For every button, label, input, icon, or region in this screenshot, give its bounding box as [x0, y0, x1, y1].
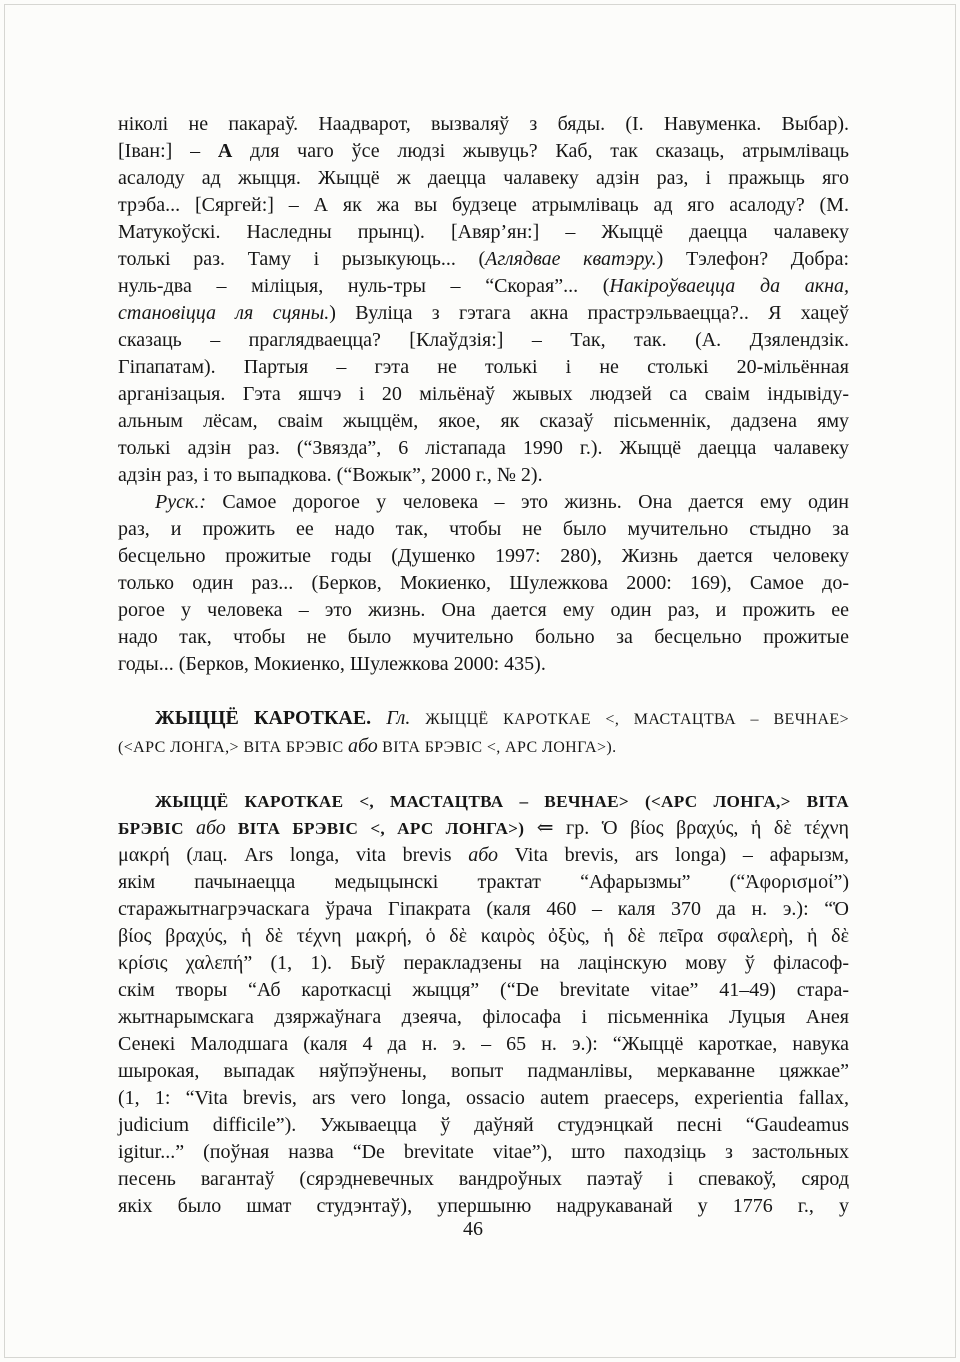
paragraph-main-entry-zhyccio-karotkae-line-16	[118, 1193, 849, 1220]
paragraph-main-entry-zhyccio-karotkae-line-4	[118, 869, 849, 896]
text-run: шырокая, выпадак няўпэўнены, вопыт падманлівы, меркаванне цяжкае”	[118, 1060, 849, 1082]
text-run: якім пачынаецца медыцынскі трактат “Афарызмы” (“Ἀφορισμοί”)	[118, 871, 849, 893]
text-run: або	[468, 844, 498, 866]
text-run: адзін раз, і то выпадкова. (“Вожык”, 2000 г., № 2).	[118, 464, 543, 486]
paragraph-zhyccio-daecca-continuation-line-1	[118, 111, 849, 138]
text-run: Гл.	[386, 707, 411, 729]
paragraph-main-entry-zhyccio-karotkae-line-10	[118, 1031, 849, 1058]
text-run: надо так, чтобы не было мучительно больно за бесцельно прожитые	[118, 626, 849, 648]
text-run: старажытнагрэчаскага ўрача Гіпакрата (каля 460 – каля 370 да н. э.): “Ὁ	[118, 898, 849, 920]
paragraph-main-entry-zhyccio-karotkae-line-14	[118, 1139, 849, 1166]
paragraph-zhyccio-daecca-continuation-line-12	[118, 408, 849, 435]
text-run: igitur...” (поўная назва “De brevitate vitae”), што паходзіць з застольных	[118, 1141, 849, 1163]
paragraph-russian-equivalents	[118, 489, 849, 678]
page-text	[118, 111, 849, 1220]
text-run: Гіпапатам). Партыя – гэта не толькі і не столькі 20-мільённая	[118, 356, 849, 378]
paragraph-main-entry-zhyccio-karotkae-line-15	[118, 1166, 849, 1193]
text-run: або	[347, 735, 378, 757]
text-run: κρίσις χαλεπή” (1, 1). Быў перакладзены на лацінскую мову ў філасоф-	[118, 952, 849, 974]
text-run: А	[217, 140, 233, 162]
text-run: βίος βραχύς, ἡ δὲ τέχνη μακρή, ὁ δὲ καιρὸς ὀξὺς, ἡ δὲ πεῖρα σφαλερὴ, ἡ δὲ	[118, 925, 849, 947]
paragraph-cross-reference-entry-line-1	[118, 705, 849, 733]
paragraph-russian-equivalents-line-2	[118, 516, 849, 543]
paragraph-main-entry-zhyccio-karotkae-line-2	[118, 815, 849, 842]
text-run: ВІТА БРЭВІС <, АРС ЛОНГА>)	[225, 819, 525, 838]
paragraph-cross-reference-entry	[118, 705, 849, 761]
paragraph-cross-reference-entry-line-2	[118, 733, 849, 761]
text-run: годы... (Берков, Мокиенко, Шулежкова 2000: 435).	[118, 653, 546, 675]
paragraph-zhyccio-daecca-continuation-line-6	[118, 246, 849, 273]
paragraph-zhyccio-daecca-continuation-line-2	[118, 138, 849, 165]
paragraph-zhyccio-daecca-continuation	[118, 111, 849, 489]
paragraph-zhyccio-daecca-continuation-line-14	[118, 462, 849, 489]
text-run: асалоду ад жыцця. Жыццё ж даецца чалавеку адзін раз, і пражыць яго	[118, 167, 849, 189]
paragraph-main-entry-zhyccio-karotkae-line-3	[118, 842, 849, 869]
text-run: жытнарымскага дзяржаўнага дзеяча, філосафа і пісьменніка Луцыя Анея	[118, 1006, 849, 1028]
paragraph-russian-equivalents-line-5	[118, 597, 849, 624]
text-run	[410, 707, 425, 729]
text-run: ⇐ гр. Ὁ βίος βραχύς, ἡ δὲ τέχνη	[524, 817, 849, 839]
text-run: для чаго ўсе людзі жывуць? Каб, так сказаць, атрымліваць	[232, 140, 849, 162]
paragraph-zhyccio-daecca-continuation-line-10	[118, 354, 849, 381]
paragraph-main-entry-zhyccio-karotkae-line-1	[118, 788, 849, 815]
text-run: якіх было шмат студэнтаў), упершыню надрукаванай у 1776 г., у	[118, 1195, 849, 1217]
text-run: раз, и прожить ее надо так, чтобы не было мучительно стыдно за	[118, 518, 849, 540]
text-run: толькі адзін раз. (“Звязда”, 6 лістапада 1990 г.). Жыццё даецца чалавеку	[118, 437, 849, 459]
text-run: сказаць – праглядваецца? [Клаўдзія:] – Так, так. (А. Дзялендзік.	[118, 329, 849, 351]
paragraph-main-entry-zhyccio-karotkae-line-13	[118, 1112, 849, 1139]
paragraph-main-entry-zhyccio-karotkae-line-11	[118, 1058, 849, 1085]
text-run: нуль-два – міліцыя, нуль-тры – “Скорая”... (	[118, 275, 610, 297]
text-run: бесцельно прожитые годы (Душенко 1997: 280), Жизнь дается человеку	[118, 545, 849, 567]
paragraph-main-entry-zhyccio-karotkae-line-9	[118, 1004, 849, 1031]
paragraph-russian-equivalents-line-7	[118, 651, 849, 678]
paragraph-main-entry-zhyccio-karotkae-line-5	[118, 896, 849, 923]
text-run: Руск.:	[155, 491, 206, 513]
text-run: ВІТА БРЭВІС <, АРС ЛОНГА>).	[377, 739, 617, 756]
text-run: [Іван:] –	[118, 140, 218, 162]
text-run: песень вагантаў (сярэдневечных вандроўных паэтаў і спевакоў, сярод	[118, 1168, 849, 1190]
text-run: становіцца ля сцяны.	[118, 302, 330, 324]
paragraph-zhyccio-daecca-continuation-line-7	[118, 273, 849, 300]
text-run: ) Тэлефон? Добра:	[656, 248, 850, 270]
paragraph-main-entry-zhyccio-karotkae-line-12	[118, 1085, 849, 1112]
text-run: Матукоўскі. Наследны прынц). [Авяр’ян:] – Жыццё даецца чалавеку	[118, 221, 849, 243]
text-run: ніколі не пакараў. Наадварот, вызваляў з бяды. (І. Навуменка. Выбар).	[118, 113, 849, 135]
text-run: ЖЫЦЦЁ КАРОТКАЕ.	[155, 707, 372, 729]
text-run: (<АРС ЛОНГА,> ВІТА БРЭВІС	[118, 739, 348, 756]
paragraph-zhyccio-daecca-continuation-line-11	[118, 381, 849, 408]
paragraph-main-entry-zhyccio-karotkae-line-6	[118, 923, 849, 950]
paragraph-zhyccio-daecca-continuation-line-9	[118, 327, 849, 354]
text-run: Накіроўваецца да акна,	[609, 275, 849, 297]
text-run: Аглядвае кватэру.	[485, 248, 657, 270]
text-run	[371, 707, 386, 729]
paragraph-zhyccio-daecca-continuation-line-8	[118, 300, 849, 327]
text-run: judicium difficile”). Ужываецца ў даўняй студэнцкай песні “Gaudeamus	[118, 1114, 849, 1136]
paragraph-russian-equivalents-line-3	[118, 543, 849, 570]
text-run: Vita brevis, ars longa) – афарызм,	[497, 844, 849, 866]
text-run: ЖЫЦЦЁ КАРОТКАЕ <, МАСТАЦТВА – ВЕЧНАЕ>	[425, 711, 849, 728]
text-run: БРЭВІС	[118, 819, 196, 838]
paragraph-zhyccio-daecca-continuation-line-3	[118, 165, 849, 192]
paragraph-russian-equivalents-line-4	[118, 570, 849, 597]
paragraph-zhyccio-daecca-continuation-line-5	[118, 219, 849, 246]
text-run: только один раз... (Берков, Мокиенко, Шулежкова 2000: 169), Самое до-	[118, 572, 849, 594]
text-run: (1, 1: “Vita brevis, ars vero longa, ossacio autem praeceps, experientia fallax,	[118, 1087, 849, 1109]
paragraph-main-entry-zhyccio-karotkae-line-8	[118, 977, 849, 1004]
paragraph-russian-equivalents-line-1	[118, 489, 849, 516]
text-run: Сенекі Малодшага (каля 4 да н. э. – 65 н. э.): “Жыццё кароткае, навука	[118, 1033, 849, 1055]
text-run: альным лёсам, сваім жыццём, якое, як сказаў пісьменнік, дадзена яму	[118, 410, 849, 432]
paragraph-zhyccio-daecca-continuation-line-4	[118, 192, 849, 219]
text-run: μακρή (лац. Ars longa, vita brevis	[118, 844, 469, 866]
text-run: або	[195, 817, 226, 839]
text-run: скім творы “Аб кароткасці жыцця” (“De brevitate vitae” 41–49) стара-	[118, 979, 849, 1001]
paragraph-zhyccio-daecca-continuation-line-13	[118, 435, 849, 462]
text-run: ЖЫЦЦЁ КАРОТКАЕ <, МАСТАЦТВА – ВЕЧНАЕ> (<АРС ЛОНГА,> ВІТА	[155, 792, 849, 811]
text-run: Самое дорогое у человека – это жизнь. Она дается ему один	[206, 491, 849, 513]
text-run: арганізацыя. Гэта яшчэ і 20 мільёнаў жывых людзей са сваім індывіду-	[118, 383, 849, 405]
paragraph-russian-equivalents-line-6	[118, 624, 849, 651]
paragraph-main-entry-zhyccio-karotkae-line-7	[118, 950, 849, 977]
paragraph-main-entry-zhyccio-karotkae	[118, 788, 849, 1220]
text-run: трэба... [Сяргей:] – А як жа вы будзеце атрымліваць ад яго асалоду? (М.	[118, 194, 849, 216]
text-run: рогое у человека – это жизнь. Она дается ему один раз, и прожить ее	[118, 599, 849, 621]
text-run: ) Вуліца з гэтага акна прастрэльваецца?.. Я хацеў	[329, 302, 849, 324]
page-number: 46	[463, 1218, 483, 1240]
text-run: толькі раз. Таму і рызыкуюць... (	[118, 248, 486, 270]
